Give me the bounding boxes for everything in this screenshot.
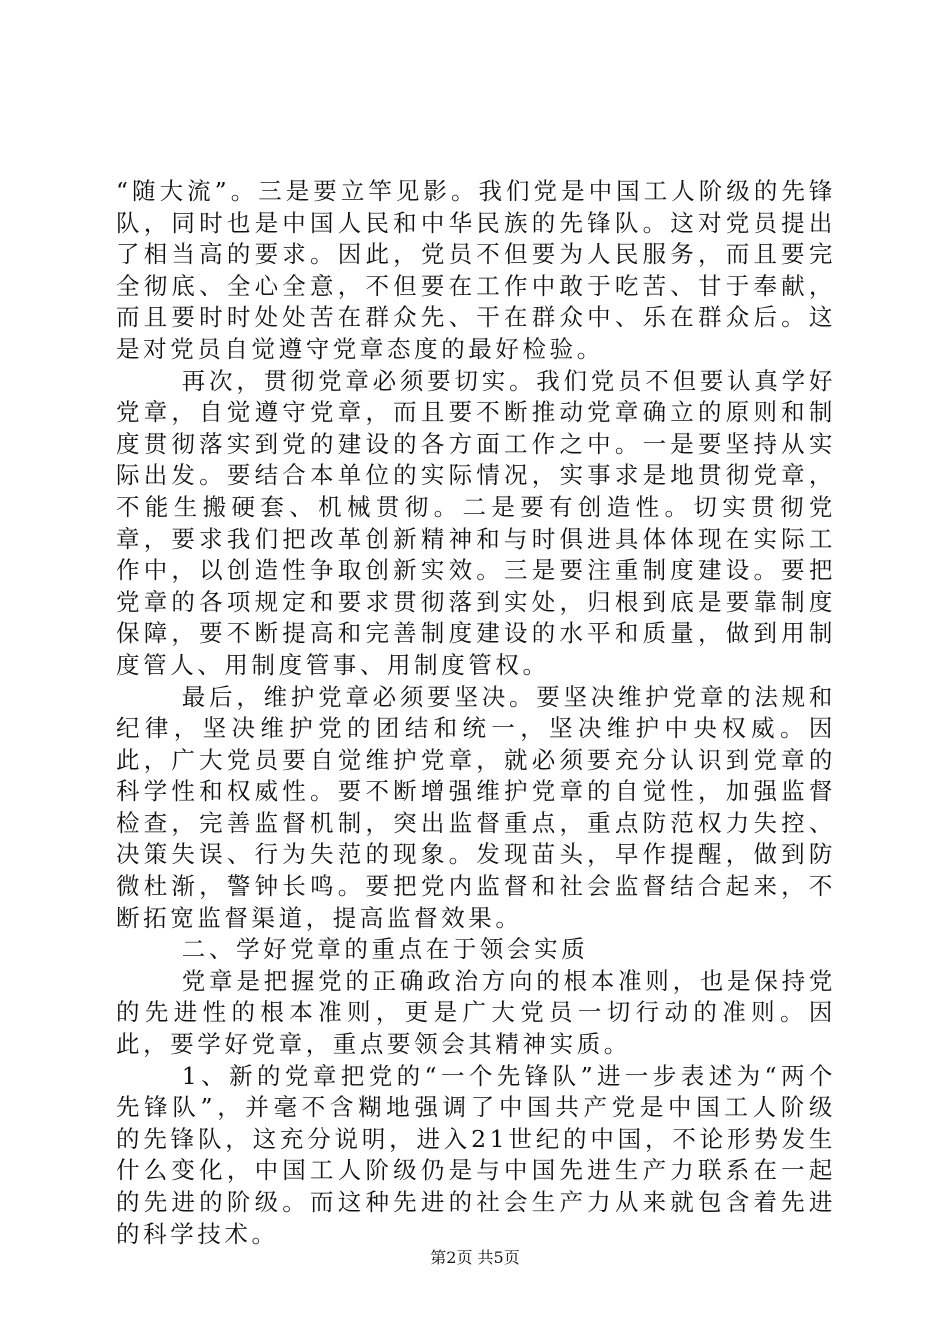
document-body: [116, 176, 836, 1250]
paragraph-1: “随大流”。三是要立竿见影。我们党是中国工人阶级的先锋队，同时也是中国人民和中华民族的先锋队。这对党员提出了相当高的要求。因此，党员不但要为人民服务，而且要完全彻底、全心全意，不但要在工作中敢于吃苦、甘于奉献，而且要时时处处苦在群众先、干在群众中、乐在群众后。这是对党员自觉遵守党章态度的最好检验。: [116, 177, 836, 363]
paragraph-6: 1、新的党章把党的“一个先锋队”进一步表述为“两个先锋队”，并毫不含糊地强调了中国共产党是中国工人阶级的先锋队，这充分说明，进入21世纪的中国，不论形势发生什么变化，中国工人阶级仍是与中国先进生产力联系在一起的先进的阶级。而这种先进的社会生产力从来就包含着先进的科学技术。: [116, 1061, 836, 1248]
paragraph-3: 最后，维护党章必须要坚决。要坚决维护党章的法规和纪律，坚决维护党的团结和统一，坚决维护中央权威。因此，广大党员要自觉维护党章，就必须要充分认识到党章的科学性和权威性。要不断增强维护党章的自觉性，加强监督检查，完善监督机制，突出监督重点，重点防范权力失控、决策失误、行为失范的现象。发现苗头，早作提醒，做到防微杜渐，警钟长鸣。要把党内监督和社会监督结合起来，不断拓宽监督渠道，提高监督效果。: [116, 682, 836, 932]
paragraph-2: 再次，贯彻党章必须要切实。我们党员不但要认真学好党章，自觉遵守党章，而且要不断推动党章确立的原则和制度贯彻落实到党的建设的各方面工作之中。一是要坚持从实际出发。要结合本单位的实际情况，实事求是地贯彻党章，不能生搬硬套、机械贯彻。二是要有创造性。切实贯彻党章，要求我们把改革创新精神和与时俱进具体体现在实际工作中，以创造性争取创新实效。三是要注重制度建设。要把党章的各项规定和要求贯彻落到实处，归根到底是要靠制度保障，要不断提高和完善制度建设的水平和质量，做到用制度管人、用制度管事、用制度管权。: [116, 366, 836, 679]
section-heading: 二、学好党章的重点在于领会实质: [181, 935, 589, 964]
page-number-footer: 第2页 共5页: [430, 1248, 520, 1267]
paragraph-5: 党章是把握党的正确政治方向的根本准则，也是保持党的先进性的根本准则，更是广大党员一切行动的准则。因此，要学好党章，重点要领会其精神实质。: [116, 966, 836, 1059]
